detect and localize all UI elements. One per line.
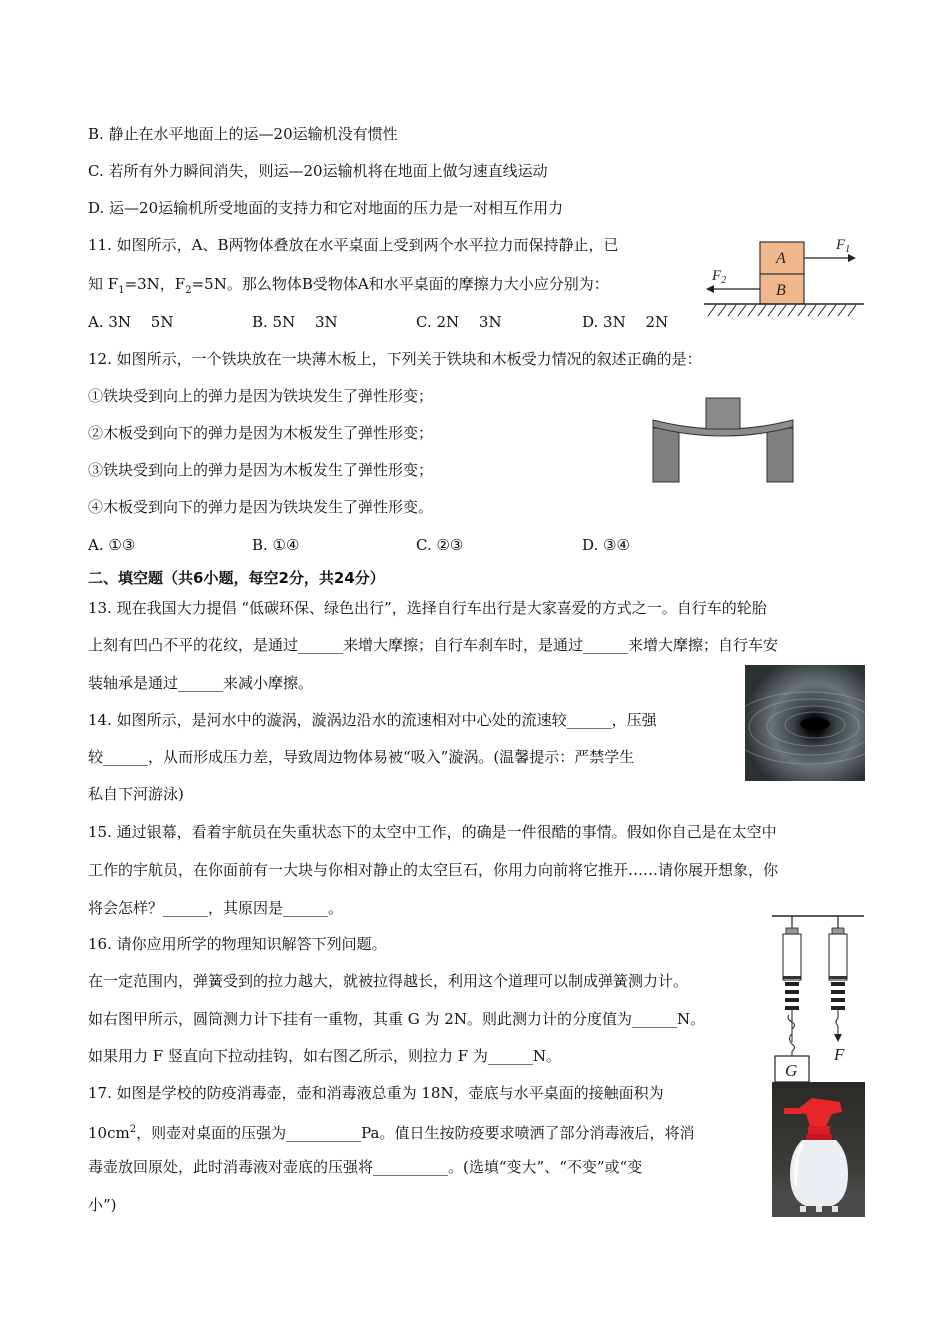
q14-line2: 较______，从而形成压力差，导致周边物体易被“吸入”漩涡。(温馨提示：严禁学生 <box>88 748 635 766</box>
whirlpool-photo <box>745 665 865 781</box>
q10-option-c: C. 若所有外力瞬间消失，则运—20运输机将在地面上做匀速直线运动 <box>88 162 548 180</box>
q16-line2: 在一定范围内，弹簧受到的拉力越大，就被拉得越长，利用这个道理可以制成弹簧测力计。 <box>88 972 689 990</box>
q17-line3: 毒壶放回原处，此时消毒液对壶底的压强将__________。(选填“变大”、“不变”或“变 <box>88 1158 643 1176</box>
q16-line1: 16. 请你应用所学的物理知识解答下列问题。 <box>88 935 387 953</box>
q11-option-c: C. 2N 3N <box>416 313 502 331</box>
q11-option-d: D. 3N 2N <box>582 313 669 331</box>
q14-line1: 14. 如图所示，是河水中的漩涡，漩涡边沿水的流速相对中心处的流速较______，压强 <box>88 711 657 729</box>
q15-line2: 工作的宇航员，在你面前有一大块与你相对静止的太空巨石，你用力向前将它推开……请你展开想象，你 <box>88 861 779 879</box>
block-b-label: B <box>776 282 786 299</box>
q15-line3: 将会怎样？______，其原因是______。 <box>88 899 344 917</box>
iron-block <box>706 398 740 429</box>
q17-line2: $10cm^2$，则壶对桌面的压强为__________Pa。值日生按防疫要求喷洒了部分消毒液后，将消 <box>88 1124 695 1142</box>
force-f-label: F <box>834 1045 845 1064</box>
q11-stem-line1: 11. 如图所示，A、B两物体叠放在水平桌面上受到两个水平拉力而保持静止，已 <box>88 236 619 254</box>
section-heading-fill-blank: 二、填空题（共6小题，每空2分，共24分） <box>88 569 385 587</box>
scale-left-tube <box>783 934 801 980</box>
right-support <box>767 428 793 482</box>
left-support <box>653 428 679 482</box>
q12-option-a: A. ①③ <box>88 536 136 554</box>
q12-statement-2: ②木板受到向下的弹力是因为木板发生了弹性形变； <box>88 424 434 442</box>
q12-statement-3: ③铁块受到向上的弹力是因为木板发生了弹性形变； <box>88 461 434 479</box>
q11-option-b: B. 5N 3N <box>252 313 338 331</box>
spring-scale-figure <box>772 910 866 1085</box>
block-a-label: A <box>776 250 786 267</box>
q13-line2: 上刻有凹凸不平的花纹，是通过______来增大摩擦；自行车刹车时，是通过______来增大摩擦；自行车安 <box>88 636 779 654</box>
q13-line1: 13. 现在我国大力提倡 “低碳环保、绿色出行”，选择自行车出行是大家喜爱的方式之一。自行车的轮胎 <box>88 599 767 617</box>
scale-right-tube <box>829 934 847 980</box>
q12-board-figure <box>650 396 796 484</box>
q12-stem: 12. 如图所示，一个铁块放在一块薄木板上，下列关于铁块和木板受力情况的叙述正确的是： <box>88 350 702 368</box>
weight-g-label: G <box>785 1061 798 1080</box>
q14-line3: 私自下河游泳) <box>88 785 184 803</box>
q12-option-d: D. ③④ <box>582 536 630 554</box>
q12-option-b: B. ①④ <box>252 536 300 554</box>
q11-option-a: A. 3N 5N <box>88 313 174 331</box>
svg-text:F1: $F_1$ <box>836 237 851 255</box>
q16-line4: 如果用力 F 竖直向下拉动挂钩，如右图乙所示，则拉力 F 为______N。 <box>88 1047 562 1065</box>
q10-option-b: B. 静止在水平地面上的运—20运输机没有惯性 <box>88 125 398 143</box>
q17-line4: 小”) <box>88 1196 117 1214</box>
q10-option-d: D. 运—20运输机所受地面的支持力和它对地面的压力是一对相互作用力 <box>88 199 564 217</box>
q12-option-c: C. ②③ <box>416 536 464 554</box>
q15-line1: 15. 通过银幕，看着宇航员在失重状态下的太空中工作，的确是一件很酷的事情。假如你自己是在太空中 <box>88 823 777 841</box>
q17-line1: 17. 如图是学校的防疫消毒壶，壶和消毒液总重为 18N，壶底与水平桌面的接触面积为 <box>88 1084 664 1102</box>
q12-statement-1: ①铁块受到向上的弹力是因为铁块发生了弹性形变； <box>88 387 434 405</box>
disinfectant-sprayer-photo <box>772 1082 865 1217</box>
q11-stem-line2: 知 $F_1=3N$，$F_2=5N$。那么物体B受物体A和水平桌面的摩擦力大小应分别为： <box>88 275 609 296</box>
q13-line3: 装轴承是通过______来减小摩擦。 <box>88 674 314 692</box>
q16-line3: 如右图甲所示，圆筒测力计下挂有一重物，其重 G 为 2N。则此测力计的分度值为______N。 <box>88 1010 706 1028</box>
q12-statement-4: ④木板受到向下的弹力是因为铁块发生了弹性形变。 <box>88 498 434 516</box>
svg-text:F2: $F_2$ <box>712 268 727 286</box>
q11-blocks-figure <box>700 232 866 320</box>
